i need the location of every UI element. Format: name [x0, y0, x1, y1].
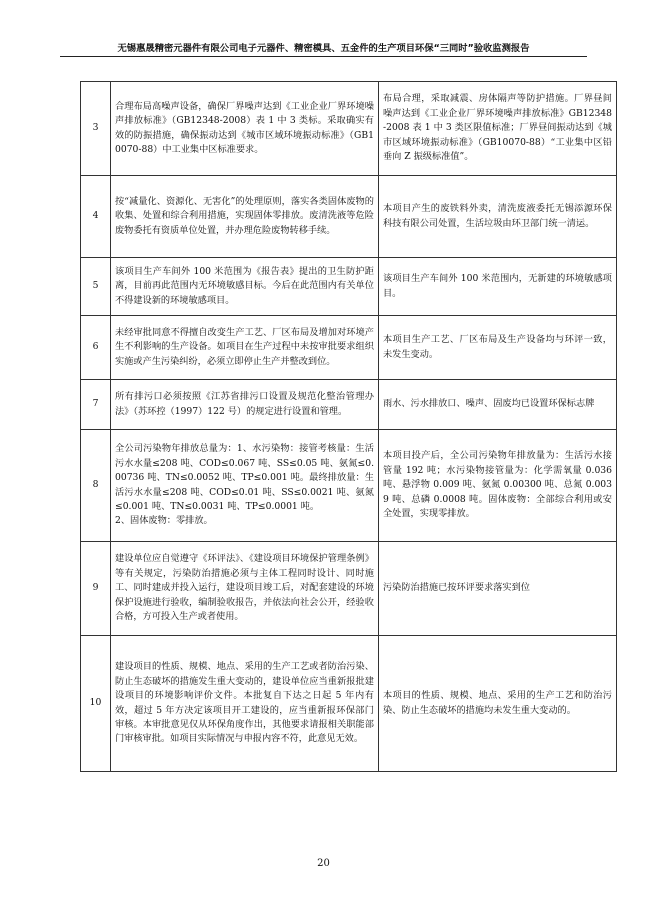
page-number: 20 — [317, 858, 330, 869]
header-divider — [60, 56, 587, 57]
table-row — [81, 82, 617, 176]
row-number: 5 — [81, 258, 111, 316]
table-row — [81, 430, 617, 542]
acceptance-table — [80, 81, 617, 772]
table-row — [81, 258, 617, 316]
page-header: 无锡惠晟精密元器件有限公司电子元器件、精密模具、五金件的生产项目环保“三同时”验收监测报告 — [117, 43, 530, 54]
status-cell: 本项目投产后，全公司污染物年排放量为：生活污水接管量 192 吨；水污染物接管量为：化学需氧量 0.036 吨、悬浮物 0.009 吨、氨氮 0.00300 吨、总氮 0.0039 吨、总磷 0.0008 吨。固体废物：全部综合利用或安全处置，实现零排放。 — [379, 430, 617, 542]
row-number: 7 — [81, 380, 111, 430]
status-cell: 雨水、污水排放口、噪声、固废均已设置环保标志牌 — [379, 380, 617, 430]
row-number: 10 — [81, 636, 111, 772]
status-cell: 本项目的性质、规模、地点、采用的生产工艺和防治污染、防止生态破坏的措施均未发生重大变动的。 — [379, 636, 617, 772]
requirement-cell: 全公司污染物年排放总量为：1、水污染物：接管考核量：生活污水水量≤208 吨、COD≤0.067 吨、SS≤0.05 吨、氨氮≤0.00736 吨、TN≤0.0052 吨、TP≤0.001 吨。最终排放量：生活污水水量≤208 吨、COD≤0.01 吨、SS≤0.0021 吨、氨氮≤0.001 吨、TN≤0.0031 吨、TP≤0.0001 吨。 2、固体废物：零排放。 — [111, 430, 379, 542]
status-cell: 本项目生产工艺、厂区布局及生产设备均与环评一致，未发生变动。 — [379, 316, 617, 380]
row-number: 4 — [81, 176, 111, 258]
table-row — [81, 176, 617, 258]
status-cell: 布局合理，采取减震、房体隔声等防护措施。厂界昼间噪声达到《工业企业厂界环境噪声排放标准》GB12348-2008 表 1 中 3 类区限值标准；厂界昼间振动达到《城市区域环境振动标准》（GB10070-88）“工业集中区铅垂向 Z 振级标准值”。 — [379, 82, 617, 176]
table-row — [81, 636, 617, 772]
table-row — [81, 316, 617, 380]
row-number: 3 — [81, 82, 111, 176]
requirement-cell: 合理布局高噪声设备，确保厂界噪声达到《工业企业厂界环境噪声排放标准》（GB12348-2008）表 1 中 3 类标。采取确实有效的防振措施，确保振动达到《城市区域环境振动标准》（GB10070-88）中工业集中区标准要求。 — [111, 82, 379, 176]
requirement-cell: 建设单位应自觉遵守《环评法》、《建设项目环境保护管理条例》等有关规定，污染防治措施必须与主体工程同时设计、同时施工、同时建成并投入运行，建设项目竣工后，对配套建设的环境保护设施进行验收，编制验收报告，并依法向社会公开，经验收合格，方可投入生产或者使用。 — [111, 542, 379, 636]
requirement-cell: 按“减量化、资源化、无害化”的处理原则，落实各类固体废物的收集、处置和综合利用措施，实现固体零排放。废清洗液等危险废物委托有资质单位处置，并办理危险废物转移手续。 — [111, 176, 379, 258]
row-number: 8 — [81, 430, 111, 542]
status-cell: 该项目生产车间外 100 米范围内，无新建的环境敏感项目。 — [379, 258, 617, 316]
row-number: 9 — [81, 542, 111, 636]
row-number: 6 — [81, 316, 111, 380]
table-row — [81, 542, 617, 636]
status-cell: 本项目产生的废铁料外卖，清洗废液委托无锡添源环保科技有限公司处置，生活垃圾由环卫部门统一清运。 — [379, 176, 617, 258]
requirement-cell: 所有排污口必须按照《江苏省排污口设置及规范化整治管理办法》（苏环控（1997）122 号）的规定进行设置和管理。 — [111, 380, 379, 430]
status-cell: 污染防治措施已按环评要求落实到位 — [379, 542, 617, 636]
requirement-cell: 该项目生产车间外 100 米范围为《报告表》提出的卫生防护距离，目前再此范围内无环境敏感目标。今后在此范围内有关单位不得建设新的环境敏感项目。 — [111, 258, 379, 316]
table-row — [81, 380, 617, 430]
requirement-cell: 未经审批同意不得擅自改变生产工艺、厂区布局及增加对环境产生不利影响的生产设备。如项目在生产过程中未按审批要求组织实施或产生污染纠纷，必须立即停止生产并整改到位。 — [111, 316, 379, 380]
requirement-cell: 建设项目的性质、规模、地点、采用的生产工艺或者防治污染、防止生态破坏的措施发生重大变动的，建设单位应当重新报批建设项目的环境影响评价文件。本批复自下达之日起 5 年内有效，超过 5 年方决定该项目开工建设的，应当重新报环保部门审核。本审批意见仅从环保角度作出，其他要求请报相关职能部门审核审批。如项目实际情况与申报内容不符，此意见无效。 — [111, 636, 379, 772]
